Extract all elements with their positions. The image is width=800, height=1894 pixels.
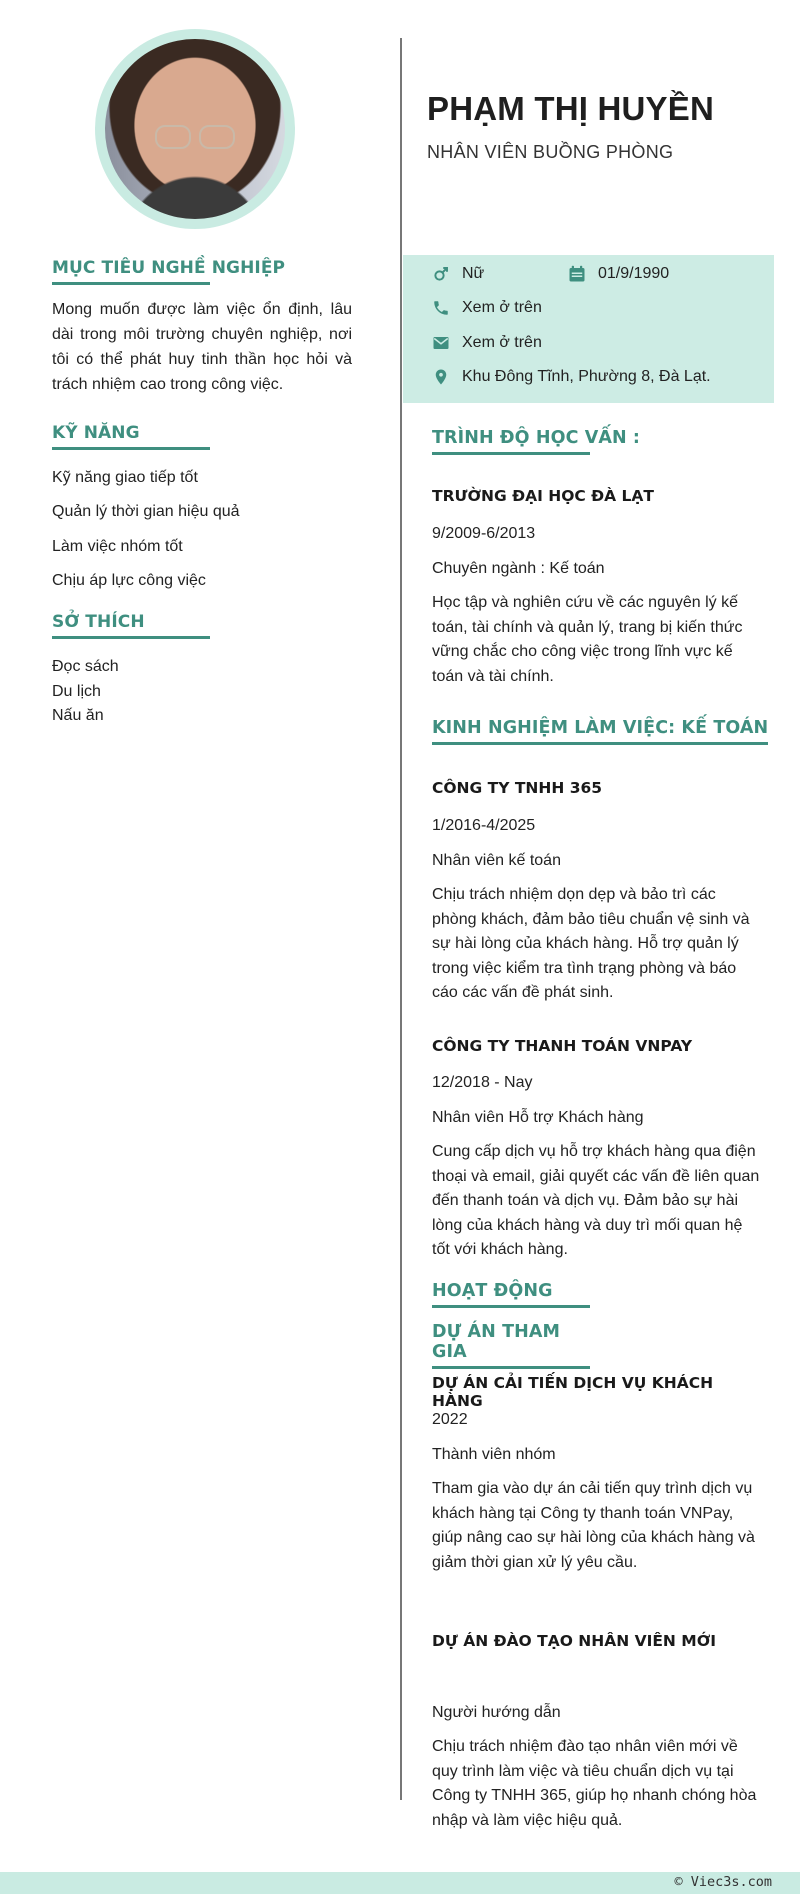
project-description: Tham gia vào dự án cải tiến quy trình dịch vụ khách hàng tại Công ty thanh toán VNPay, giúp nâng cao sự hài lòng của khách hàng và giảm thời gian xử lý yêu cầu. — [432, 1480, 755, 1571]
contact-address: Khu Đông Tĩnh, Phường 8, Đà Lạt. — [432, 368, 711, 386]
experience-title: KINH NGHIỆM LÀM VIỆC: KẾ TOÁN — [432, 718, 768, 745]
education-period: 9/2009-6/2013 — [432, 525, 536, 542]
project-role: Người hướng dẫn — [432, 1704, 561, 1721]
hobby-item: Nấu ăn — [52, 707, 104, 724]
hobbies-list — [52, 655, 352, 729]
hobby-item: Đọc sách — [52, 658, 119, 675]
contact-phone: Xem ở trên — [432, 299, 542, 317]
avatar — [105, 39, 285, 219]
candidate-name: PHẠM THỊ HUYỀN — [427, 90, 714, 127]
job-period: 1/2016-4/2025 — [432, 817, 536, 834]
objective-section — [52, 258, 352, 397]
experience-section — [432, 718, 769, 745]
projects-title: DỰ ÁN THAM GIA — [432, 1322, 590, 1369]
job-role: Nhân viên Hỗ trợ Khách hàng — [432, 1109, 644, 1126]
education-section — [432, 428, 762, 455]
hobby-item: Du lịch — [52, 682, 101, 700]
education-major: Chuyên ngành : Kế toán — [432, 560, 605, 577]
project-role: Thành viên nhóm — [432, 1446, 556, 1463]
skill-item: Chịu áp lực công việc — [52, 572, 206, 589]
job-company: CÔNG TY THANH TOÁN VNPAY — [432, 1037, 693, 1055]
hobbies-section — [52, 612, 352, 639]
contact-birthdate: 01/9/1990 — [568, 265, 669, 283]
column-divider — [400, 38, 402, 1800]
objective-text: Mong muốn được làm việc ổn định, lâu dài trong môi trường chuyên nghiệp, nơi tôi có thể phát huy tinh thần học hỏi và trách nhiệm cao trong công việc. — [52, 301, 352, 393]
gender-icon — [432, 265, 450, 283]
job-company: CÔNG TY TNHH 365 — [432, 779, 603, 797]
job-description: Chịu trách nhiệm dọn dẹp và bảo trì các phòng khách, đảm bảo tiêu chuẩn vệ sinh và sự hài lòng của khách hàng. Hỗ trợ quản lý trong việc kiểm tra tình trạng phòng và báo cáo các vấn đề phát sinh. — [432, 886, 750, 1001]
job-period: 12/2018 - Nay — [432, 1074, 533, 1091]
contact-box — [403, 255, 774, 403]
skill-item: Kỹ năng giao tiếp tốt — [52, 469, 198, 486]
objective-title: MỤC TIÊU NGHỀ NGHIỆP — [52, 258, 210, 285]
location-icon — [432, 368, 450, 386]
education-title: TRÌNH ĐỘ HỌC VẤN : — [432, 428, 590, 455]
job-description: Cung cấp dịch vụ hỗ trợ khách hàng qua điện thoại và email, giải quyết các vấn đề liên quan đến thanh toán và dịch vụ. Đảm bảo sự hài lòng của khách hàng và duy trì mối quan hệ tốt với khách hàng. — [432, 1143, 760, 1258]
projects-section — [432, 1322, 762, 1369]
skills-title: KỸ NĂNG — [52, 423, 210, 450]
project-description: Chịu trách nhiệm đào tạo nhân viên mới về quy trình làm việc và tiêu chuẩn dịch vụ tại Công ty TNHH 365, giúp họ nhanh chóng hòa nhập và làm việc hiệu quả. — [432, 1738, 757, 1829]
project-name: DỰ ÁN CẢI TIẾN DỊCH VỤ KHÁCH HÀNG — [432, 1374, 714, 1410]
footer-bar — [0, 1872, 800, 1894]
glasses-graphic — [155, 125, 235, 151]
hobbies-title: SỞ THÍCH — [52, 612, 210, 639]
email-icon — [432, 334, 450, 352]
contact-email: Xem ở trên — [432, 334, 542, 352]
footer-copyright: © Viec3s.com — [674, 1874, 772, 1890]
calendar-icon — [568, 265, 586, 283]
skill-item: Làm việc nhóm tốt — [52, 538, 183, 555]
phone-icon — [432, 299, 450, 317]
skill-item: Quản lý thời gian hiệu quả — [52, 503, 240, 520]
activities-title: HOẠT ĐỘNG — [432, 1281, 590, 1308]
job-role: Nhân viên kế toán — [432, 852, 561, 869]
avatar-frame — [95, 29, 295, 229]
project-name: DỰ ÁN ĐÀO TẠO NHÂN VIÊN MỚI — [432, 1632, 717, 1650]
education-description: Học tập và nghiên cứu về các nguyên lý kế toán, tài chính và quản lý, trang bị kiến thức vững chắc cho công việc trong lĩnh vực kế toán và tài chính. — [432, 594, 743, 685]
education-school: TRƯỜNG ĐẠI HỌC ĐÀ LẠT — [432, 487, 654, 505]
candidate-position: NHÂN VIÊN BUỒNG PHÒNG — [427, 142, 674, 162]
activities-section — [432, 1281, 762, 1308]
project-year: 2022 — [432, 1411, 468, 1428]
contact-gender: Nữ — [432, 265, 484, 283]
skills-section — [52, 423, 352, 450]
